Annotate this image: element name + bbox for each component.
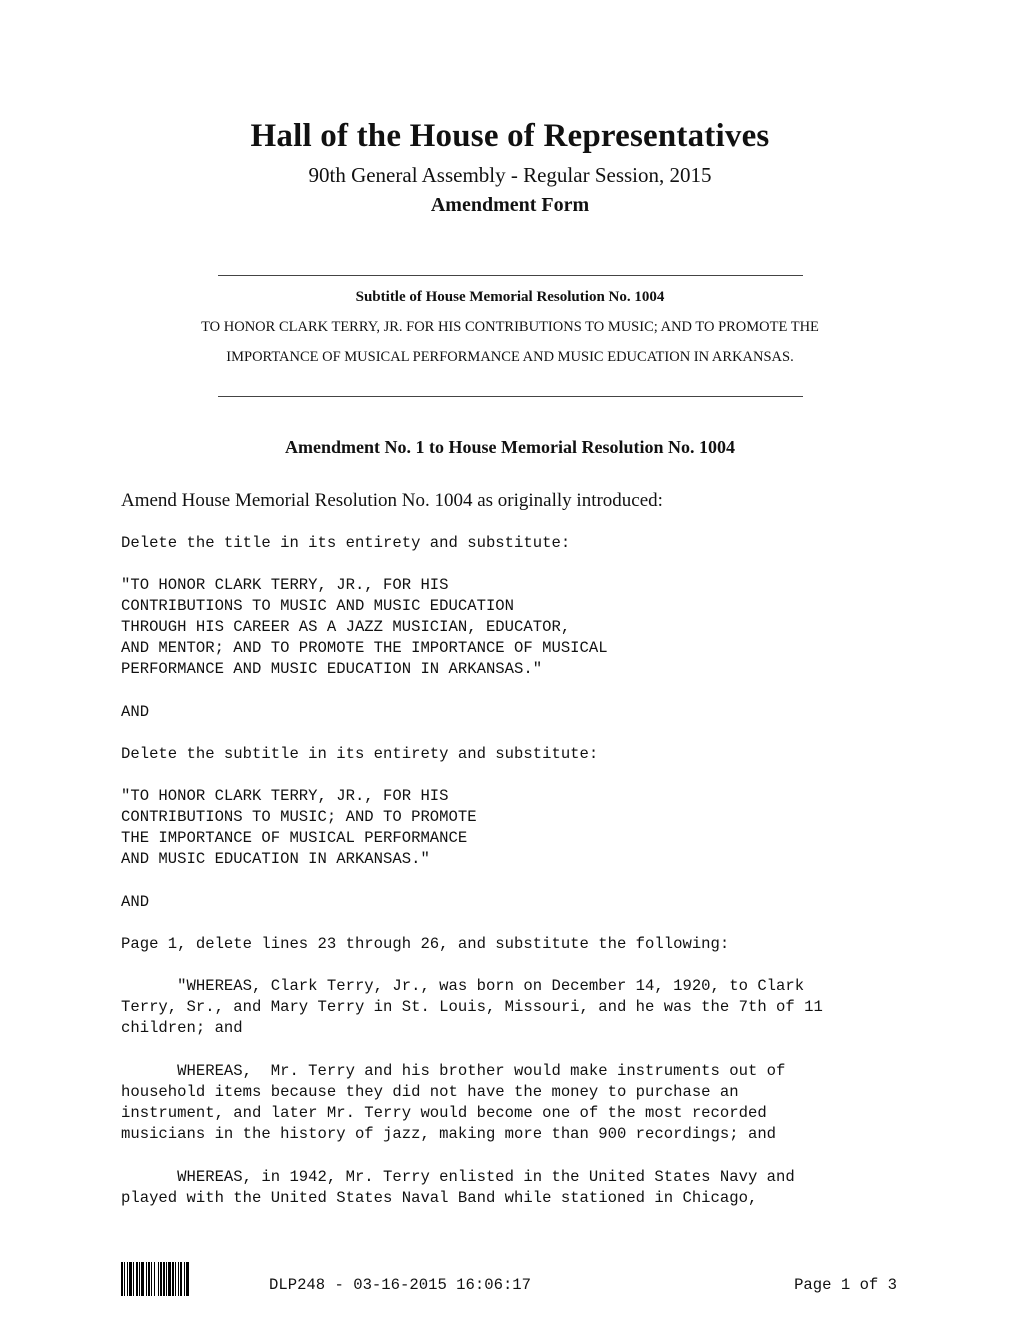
body-block: [121, 786, 477, 870]
body-line: "WHEREAS, Clark Terry, Jr., was born on December 14, 1920, to Clark: [121, 977, 805, 995]
body-line: played with the United States Naval Band while stationed in Chicago,: [121, 1189, 758, 1207]
body-line: PERFORMANCE AND MUSIC EDUCATION IN ARKANSAS.": [121, 660, 543, 678]
amendment-heading: Amendment No. 1 to House Memorial Resolution No. 1004: [285, 437, 735, 457]
body-line: Terry, Sr., and Mary Terry in St. Louis, Missouri, and he was the 7th of 11: [121, 998, 823, 1016]
body-line: AND: [121, 893, 150, 911]
body-line: AND: [121, 703, 150, 721]
body-line: THE IMPORTANCE OF MUSICAL PERFORMANCE: [121, 829, 468, 847]
body-line: instrument, and later Mr. Terry would become one of the most recorded: [121, 1104, 767, 1122]
body-block: [121, 934, 729, 955]
divider-bottom: [218, 396, 803, 397]
body-line: Page 1, delete lines 23 through 26, and substitute the following:: [121, 935, 730, 953]
body-line: WHEREAS, in 1942, Mr. Terry enlisted in the United States Navy and: [121, 1168, 795, 1186]
body-line: AND MENTOR; AND TO PROMOTE THE IMPORTANCE OF MUSICAL: [121, 639, 608, 657]
body-block: [121, 533, 570, 554]
body-line: THROUGH HIS CAREER AS A JAZZ MUSICIAN, EDUCATOR,: [121, 618, 571, 636]
body-line: "TO HONOR CLARK TERRY, JR., FOR HIS: [121, 576, 449, 594]
subtitle-line-1: TO HONOR CLARK TERRY, JR. FOR HIS CONTRIBUTIONS TO MUSIC; AND TO PROMOTE THE: [201, 319, 819, 335]
body-block: [121, 976, 823, 1039]
body-block: [121, 702, 149, 723]
subtitle-line-2: IMPORTANCE OF MUSICAL PERFORMANCE AND MUSIC EDUCATION IN ARKANSAS.: [226, 349, 794, 365]
divider-top: [218, 275, 803, 276]
body-line: household items because they did not have the money to purchase an: [121, 1083, 739, 1101]
body-line: AND MUSIC EDUCATION IN ARKANSAS.": [121, 850, 430, 868]
body-line: Delete the subtitle in its entirety and substitute:: [121, 745, 599, 763]
body-block: [121, 575, 608, 680]
body-line: CONTRIBUTIONS TO MUSIC AND MUSIC EDUCATION: [121, 597, 515, 615]
body-line: WHEREAS, Mr. Terry and his brother would make instruments out of: [121, 1062, 786, 1080]
barcode-bar: [189, 1262, 190, 1296]
body-line: musicians in the history of jazz, making more than 900 recordings; and: [121, 1125, 777, 1143]
form-name: Amendment Form: [430, 194, 590, 216]
page-title: Hall of the House of Representatives: [250, 118, 770, 154]
barcode-icon: [121, 1262, 241, 1296]
body-block: [121, 744, 598, 765]
body-block: [121, 1061, 785, 1145]
body-line: "TO HONOR CLARK TERRY, JR., FOR HIS: [121, 787, 449, 805]
subtitle-heading: Subtitle of House Memorial Resolution No. 1004: [355, 289, 665, 305]
body-block: [121, 1167, 795, 1209]
body-line: children; and: [121, 1019, 243, 1037]
document-id: DLP248 - 03-16-2015 16:06:17: [269, 1276, 532, 1294]
session-line: 90th General Assembly - Regular Session, 2015: [308, 163, 712, 187]
body-block: [121, 892, 149, 913]
amendment-intro: Amend House Memorial Resolution No. 1004 as originally introduced:: [121, 490, 663, 511]
body-line: Delete the title in its entirety and substitute:: [121, 534, 571, 552]
page-number: Page 1 of 3: [794, 1276, 897, 1294]
body-line: CONTRIBUTIONS TO MUSIC; AND TO PROMOTE: [121, 808, 477, 826]
